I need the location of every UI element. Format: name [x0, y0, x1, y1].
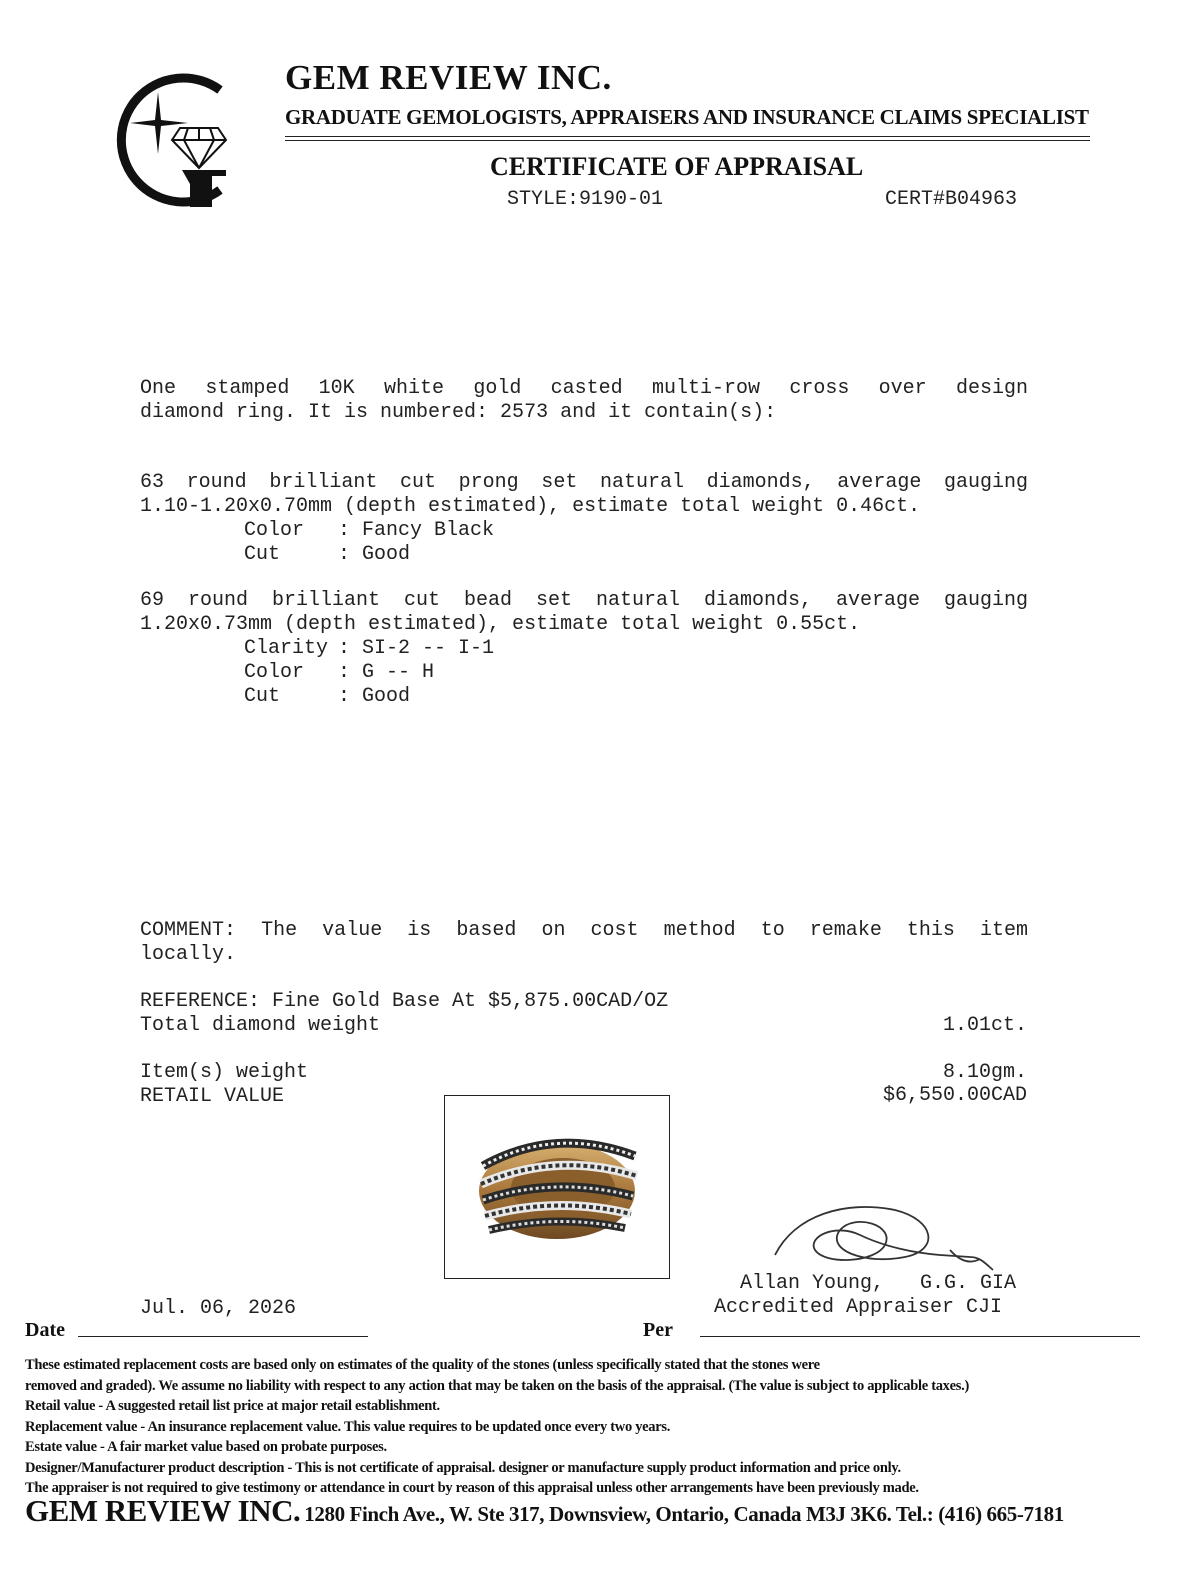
appraiser-name: Allan Young, G.G. GIA — [740, 1272, 1017, 1295]
comment — [140, 919, 1028, 991]
item-weight-label: Item(s) weight — [140, 1061, 309, 1084]
ring-photo — [444, 1095, 670, 1279]
header-rule-top — [285, 136, 1090, 137]
description-line: One stamped 10K white gold casted multi-row cross over design — [140, 377, 1028, 400]
item-description — [140, 377, 1028, 449]
stone-attribute-value: : Fancy Black — [338, 519, 495, 542]
per-underline — [700, 1336, 1140, 1337]
comment-line: COMMENT: The value is based on cost method to remake this item — [140, 919, 1028, 942]
disclaimer — [25, 1355, 1175, 1499]
disclaimer-line: Designer/Manufacturer product description - This is not certificate of appraisal. designer or manufacture supply product information and price only. — [25, 1459, 901, 1476]
total-diamond-weight-value: 1.01ct. — [942, 1014, 1027, 1037]
disclaimer-line: Retail value - A suggested retail list price at major retail establishment. — [25, 1398, 440, 1414]
appraiser-signature — [765, 1195, 995, 1280]
footer-company-name: GEM REVIEW INC. — [25, 1493, 301, 1528]
ring-image — [445, 1096, 670, 1279]
stone-attribute-value: : Good — [338, 685, 411, 708]
stone-attribute-label: Color — [244, 661, 329, 684]
style-number: STYLE:9190-01 — [507, 188, 664, 211]
comment-line: locally. — [140, 943, 237, 966]
item-weight-value: 8.10gm. — [942, 1061, 1027, 1084]
stone-line: 63 round brilliant cut prong set natural diamonds, average gauging — [140, 471, 1028, 494]
disclaimer-line: Replacement value - An insurance replacement value. This value requires to be updated once every two years. — [25, 1418, 671, 1435]
disclaimer-line: These estimated replacement costs are based only on estimates of the quality of the stones (unless specifically stated that the stones were — [25, 1357, 820, 1373]
date-underline — [78, 1336, 368, 1337]
per-label: Per — [643, 1319, 673, 1341]
footer-address: 1280 Finch Ave., W. Ste 317, Downsview, Ontario, Canada M3J 3K6. Tel.: (416) 665-7181 — [304, 1502, 1064, 1526]
stone-attribute-value: : Good — [338, 543, 411, 566]
disclaimer-line: The appraiser is not required to give testimony or attendance in court by reason of this appraisal unless other arrangements have been previously made. — [25, 1480, 919, 1496]
company-name: GEM REVIEW INC. — [285, 58, 612, 97]
stone-attribute-value: : SI-2 -- I-1 — [338, 637, 495, 660]
stone-line: 1.10-1.20x0.70mm (depth estimated), estimate total weight 0.46ct. — [140, 495, 921, 518]
retail-value-amount: $6,550.00CAD — [882, 1084, 1027, 1107]
date-label: Date — [25, 1319, 65, 1341]
stone-attribute-label: Color — [244, 519, 329, 542]
appraisal-date: Jul. 06, 2026 — [140, 1297, 297, 1320]
stone-attribute-value: : G -- H — [338, 661, 435, 684]
stone-line: 69 round brilliant cut bead set natural diamonds, average gauging — [140, 589, 1028, 612]
disclaimer-line: Estate value - A fair market value based on probate purposes. — [25, 1439, 387, 1455]
certificate-number: CERT#B04963 — [885, 188, 1018, 211]
total-diamond-weight-label: Total diamond weight — [140, 1014, 381, 1037]
description-line: diamond ring. It is numbered: 2573 and it contain(s): — [140, 401, 777, 424]
gem-review-logo-icon — [100, 62, 240, 212]
footer — [25, 1493, 1064, 1529]
company-tagline: GRADUATE GEMOLOGISTS, APPRAISERS AND INSURANCE CLAIMS SPECIALIST — [285, 105, 1089, 129]
appraiser-accreditation: Accredited Appraiser CJI — [714, 1296, 1003, 1319]
reference-line: REFERENCE: Fine Gold Base At $5,875.00CAD/OZ — [140, 990, 669, 1013]
stone-line: 1.20x0.73mm (depth estimated), estimate total weight 0.55ct. — [140, 613, 861, 636]
header-rule-bottom — [285, 140, 1090, 141]
certificate-title: CERTIFICATE OF APPRAISAL — [490, 152, 864, 181]
stone-attribute-label: Clarity — [244, 637, 329, 660]
stone-attribute-label: Cut — [244, 543, 329, 566]
retail-value-label: RETAIL VALUE — [140, 1085, 285, 1108]
stone-attribute-label: Cut — [244, 685, 329, 708]
disclaimer-line: removed and graded). We assume no liability with respect to any action that may be taken on the basis of the appraisal. (The value is subject to applicable taxes.) — [25, 1377, 969, 1394]
